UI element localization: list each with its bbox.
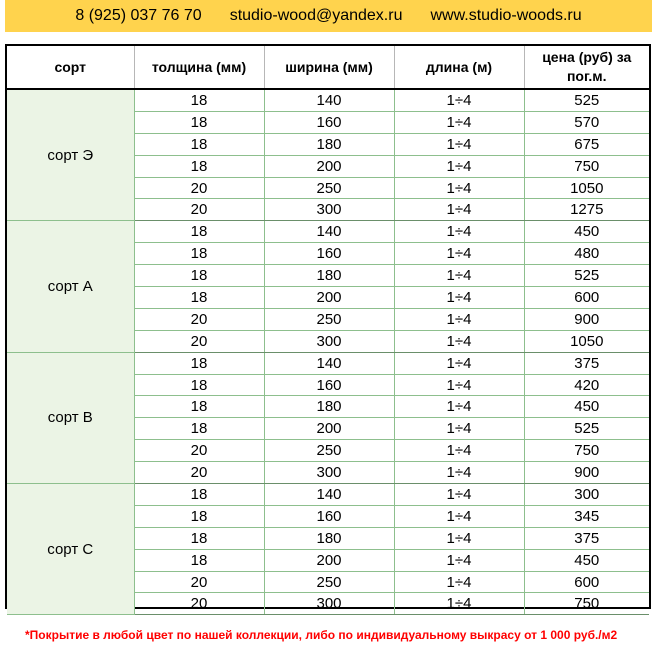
thickness-cell: 18	[134, 352, 264, 374]
width-cell: 250	[264, 571, 394, 593]
thickness-cell: 18	[134, 396, 264, 418]
width-cell: 250	[264, 308, 394, 330]
thickness-cell: 18	[134, 484, 264, 506]
thickness-cell: 20	[134, 462, 264, 484]
price-cell: 675	[524, 133, 649, 155]
table-row	[7, 221, 649, 243]
thickness-cell: 18	[134, 221, 264, 243]
price-cell: 600	[524, 287, 649, 309]
width-cell: 180	[264, 396, 394, 418]
width-cell: 180	[264, 265, 394, 287]
width-cell: 160	[264, 374, 394, 396]
length-cell: 1÷4	[394, 549, 524, 571]
grade-cell: сорт С	[7, 484, 134, 615]
length-cell: 1÷4	[394, 287, 524, 309]
length-cell: 1÷4	[394, 133, 524, 155]
price-cell: 375	[524, 352, 649, 374]
length-cell: 1÷4	[394, 505, 524, 527]
price-cell: 450	[524, 396, 649, 418]
width-cell: 140	[264, 352, 394, 374]
thickness-cell: 18	[134, 243, 264, 265]
thickness-cell: 18	[134, 287, 264, 309]
width-cell: 200	[264, 155, 394, 177]
length-cell: 1÷4	[394, 527, 524, 549]
thickness-cell: 18	[134, 374, 264, 396]
thickness-cell: 18	[134, 505, 264, 527]
column-header: длина (м)	[394, 46, 524, 89]
thickness-cell: 18	[134, 155, 264, 177]
width-cell: 300	[264, 199, 394, 221]
column-header: ширина (мм)	[264, 46, 394, 89]
thickness-cell: 20	[134, 440, 264, 462]
price-cell: 1275	[524, 199, 649, 221]
footnote: *Покрытие в любой цвет по нашей коллекции, либо по индивидуальному выкрасу от 1 000 руб./м2	[25, 628, 618, 642]
width-cell: 160	[264, 243, 394, 265]
thickness-cell: 18	[134, 418, 264, 440]
table-body	[7, 89, 649, 615]
width-cell: 180	[264, 527, 394, 549]
width-cell: 200	[264, 549, 394, 571]
length-cell: 1÷4	[394, 440, 524, 462]
length-cell: 1÷4	[394, 155, 524, 177]
price-cell: 420	[524, 374, 649, 396]
length-cell: 1÷4	[394, 396, 524, 418]
price-cell: 1050	[524, 177, 649, 199]
width-cell: 300	[264, 462, 394, 484]
price-cell: 300	[524, 484, 649, 506]
column-header: сорт	[7, 46, 134, 89]
price-cell: 750	[524, 440, 649, 462]
length-cell: 1÷4	[394, 484, 524, 506]
length-cell: 1÷4	[394, 89, 524, 111]
width-cell: 140	[264, 89, 394, 111]
width-cell: 200	[264, 287, 394, 309]
price-cell: 525	[524, 418, 649, 440]
price-cell: 750	[524, 155, 649, 177]
price-cell: 600	[524, 571, 649, 593]
length-cell: 1÷4	[394, 199, 524, 221]
width-cell: 160	[264, 111, 394, 133]
length-cell: 1÷4	[394, 462, 524, 484]
width-cell: 200	[264, 418, 394, 440]
width-cell: 250	[264, 440, 394, 462]
price-cell: 525	[524, 265, 649, 287]
width-cell: 140	[264, 221, 394, 243]
thickness-cell: 20	[134, 308, 264, 330]
table-row	[7, 89, 649, 111]
grade-cell: сорт В	[7, 352, 134, 483]
price-cell: 570	[524, 111, 649, 133]
thickness-cell: 20	[134, 593, 264, 615]
price-cell: 345	[524, 505, 649, 527]
length-cell: 1÷4	[394, 330, 524, 352]
length-cell: 1÷4	[394, 571, 524, 593]
length-cell: 1÷4	[394, 221, 524, 243]
thickness-cell: 18	[134, 89, 264, 111]
table-row	[7, 484, 649, 506]
length-cell: 1÷4	[394, 177, 524, 199]
phone-number: 8 (925) 037 76 70	[75, 7, 202, 24]
length-cell: 1÷4	[394, 593, 524, 615]
price-cell: 1050	[524, 330, 649, 352]
price-cell: 480	[524, 243, 649, 265]
grade-cell: сорт Э	[7, 89, 134, 221]
thickness-cell: 20	[134, 571, 264, 593]
thickness-cell: 18	[134, 265, 264, 287]
thickness-cell: 18	[134, 111, 264, 133]
column-header: цена (руб) за пог.м.	[524, 46, 649, 89]
price-cell: 450	[524, 221, 649, 243]
length-cell: 1÷4	[394, 308, 524, 330]
thickness-cell: 18	[134, 133, 264, 155]
table-row	[7, 352, 649, 374]
grade-cell: сорт А	[7, 221, 134, 352]
length-cell: 1÷4	[394, 243, 524, 265]
thickness-cell: 20	[134, 177, 264, 199]
contact-header	[5, 0, 652, 32]
price-table	[5, 44, 651, 613]
width-cell: 250	[264, 177, 394, 199]
email-address[interactable]: studio-wood@yandex.ru	[229, 7, 403, 24]
price-cell: 750	[524, 593, 649, 615]
thickness-cell: 18	[134, 527, 264, 549]
website-link[interactable]: www.studio-woods.ru	[430, 7, 582, 24]
table-header-row	[7, 46, 649, 89]
thickness-cell: 20	[134, 199, 264, 221]
price-cell: 525	[524, 89, 649, 111]
width-cell: 160	[264, 505, 394, 527]
width-cell: 180	[264, 133, 394, 155]
length-cell: 1÷4	[394, 111, 524, 133]
thickness-cell: 20	[134, 330, 264, 352]
width-cell: 140	[264, 484, 394, 506]
column-header: толщина (мм)	[134, 46, 264, 89]
length-cell: 1÷4	[394, 352, 524, 374]
price-cell: 375	[524, 527, 649, 549]
width-cell: 300	[264, 593, 394, 615]
price-cell: 900	[524, 308, 649, 330]
thickness-cell: 18	[134, 549, 264, 571]
price-cell: 450	[524, 549, 649, 571]
length-cell: 1÷4	[394, 418, 524, 440]
length-cell: 1÷4	[394, 265, 524, 287]
length-cell: 1÷4	[394, 374, 524, 396]
width-cell: 300	[264, 330, 394, 352]
price-cell: 900	[524, 462, 649, 484]
